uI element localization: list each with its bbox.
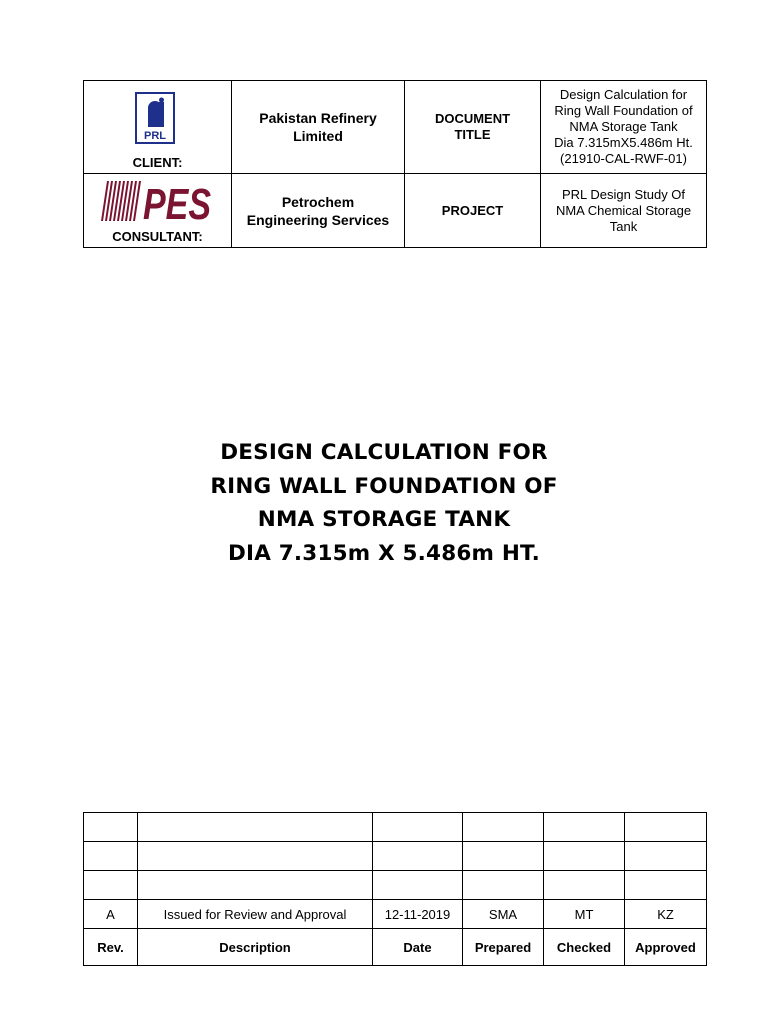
prepared-header: Prepared: [463, 929, 544, 966]
prl-logo: [135, 92, 175, 144]
rev-cell: A: [84, 900, 138, 929]
rev-header: Rev.: [84, 929, 138, 966]
main-title-line-2: RING WALL FOUNDATION OF: [210, 473, 558, 499]
prepared-cell: SMA: [463, 900, 544, 929]
description-cell: [138, 842, 373, 871]
revision-header-row: [84, 929, 707, 966]
consultant-name-line-2: Engineering Services: [246, 211, 390, 228]
document-title-label-line-2: TITLE: [454, 127, 491, 142]
client-logo-cell: [84, 81, 232, 174]
revision-table: [83, 812, 707, 966]
checked-cell: [544, 871, 625, 900]
description-cell: [138, 871, 373, 900]
prepared-cell: [463, 871, 544, 900]
prl-logo-text: PRL: [144, 130, 166, 142]
document-header-table: [83, 80, 707, 248]
project-line-2: NMA Chemical Storage: [555, 202, 692, 218]
pes-logo: [101, 179, 213, 229]
approved-cell: [625, 813, 707, 842]
approved-cell: [625, 871, 707, 900]
approved-cell: KZ: [625, 900, 707, 929]
revision-row-a: [84, 900, 707, 929]
description-cell: [138, 813, 373, 842]
revision-row-empty-3: [84, 871, 707, 900]
project-value: [541, 174, 707, 248]
main-title: [0, 436, 768, 570]
client-label: CLIENT:: [132, 155, 183, 170]
project-label: PROJECT: [405, 174, 541, 248]
document-title-label-line-1: DOCUMENT: [434, 111, 511, 126]
consultant-logo-cell: [84, 174, 232, 248]
main-title-line-3: NMA STORAGE TANK: [257, 507, 511, 532]
pes-logo-text: PES: [143, 180, 211, 229]
rev-cell: [84, 871, 138, 900]
consultant-label: CONSULTANT:: [112, 229, 203, 244]
client-name-line-2: Limited: [293, 128, 343, 144]
checked-header: Checked: [544, 929, 625, 966]
description-cell: Issued for Review and Approval: [138, 900, 373, 929]
approved-header: Approved: [625, 929, 707, 966]
rev-cell: [84, 813, 138, 842]
prepared-cell: [463, 813, 544, 842]
revision-row-empty-2: [84, 842, 707, 871]
rev-cell: [84, 842, 138, 871]
document-title-line-1: Design Calculation for: [559, 87, 688, 102]
date-header: Date: [373, 929, 463, 966]
document-title-line-2: Ring Wall Foundation of: [554, 103, 693, 118]
description-header: Description: [138, 929, 373, 966]
project-line-3: Tank: [609, 218, 638, 234]
client-name-line-1: Pakistan Refinery: [259, 110, 377, 126]
date-cell: [373, 842, 463, 871]
client-name: [232, 81, 405, 174]
checked-cell: MT: [544, 900, 625, 929]
document-title-line-5: (21910-CAL-RWF-01): [560, 151, 687, 166]
main-title-line-4: DIA 7.315m X 5.486m HT.: [228, 540, 540, 566]
main-title-line-1: DESIGN CALCULATION FOR: [220, 440, 548, 465]
checked-cell: [544, 813, 625, 842]
document-title-label: [405, 81, 541, 174]
document-title-line-3: NMA Storage Tank: [569, 119, 678, 134]
consultant-name-line-1: Petrochem: [281, 193, 355, 210]
document-title-value: [541, 81, 707, 174]
document-title-line-4: Dia 7.315mX5.486m Ht.: [554, 135, 693, 150]
date-cell: [373, 813, 463, 842]
checked-cell: [544, 842, 625, 871]
date-cell: [373, 871, 463, 900]
revision-row-empty-1: [84, 813, 707, 842]
project-line-1: PRL Design Study Of: [561, 186, 686, 202]
approved-cell: [625, 842, 707, 871]
date-cell: 12-11-2019: [373, 900, 463, 929]
consultant-name: [232, 174, 405, 248]
prepared-cell: [463, 842, 544, 871]
